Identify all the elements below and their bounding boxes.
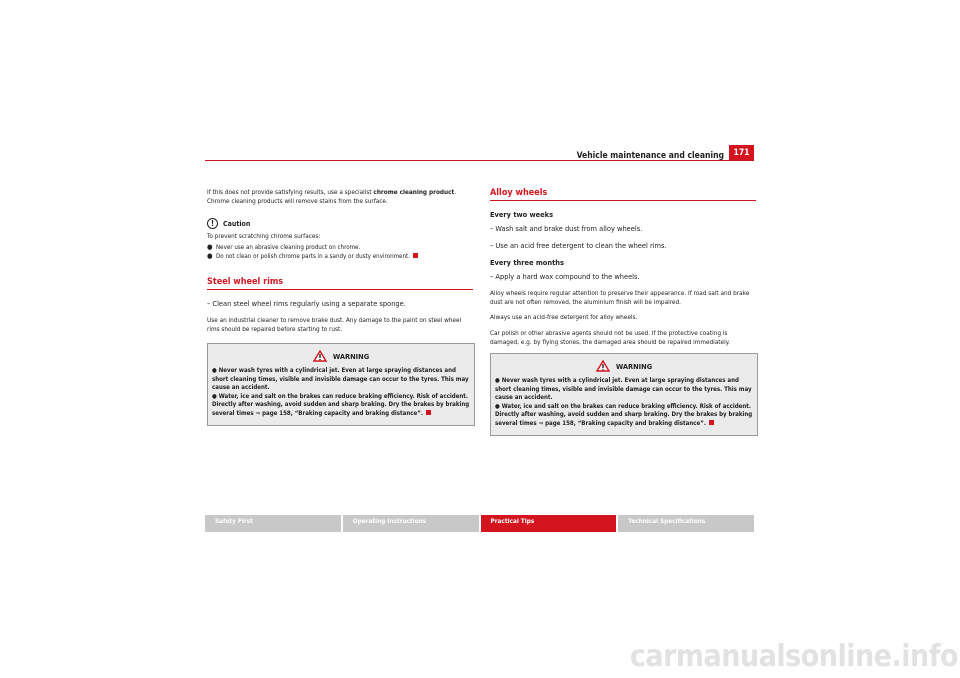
end-mark-icon [413, 253, 418, 258]
step-item: – Clean steel wheel rims regularly using a separate sponge. [207, 298, 406, 308]
warning-triangle-icon [313, 350, 327, 362]
page-number: 171 [729, 145, 754, 161]
tab-operating-instructions[interactable]: Operating Instructions [343, 515, 479, 532]
warning-triangle-icon [596, 360, 610, 372]
caution-bullet: ● Do not clean or polish chrome parts in a sandy or dusty environment. [207, 252, 473, 261]
body-paragraph: Alloy wheels require regular attention to preserve their appearance. If road salt and brake dust are not often removed, the aluminium finish will be impaired. [490, 289, 750, 307]
caution-heading: ! Caution [207, 218, 473, 229]
end-mark-icon [709, 420, 714, 425]
warning-item: ● Water, ice and salt on the brakes can reduce braking efficiency. Risk of accident. Directly after washing, avoid sudden and sharp braking. Dry the brakes by braking several times ⇒ page 158, “Braking capacity and braking distance”. [212, 392, 470, 417]
body-paragraph: Always use an acid-free detergent for alloy wheels. [490, 313, 638, 322]
step-item: – Use an acid free detergent to clean the wheel rims. [490, 241, 667, 250]
watermark: carmanualsonline.info [629, 639, 958, 674]
warning-heading: WARNING [495, 360, 753, 372]
step-item: – Apply a hard wax compound to the wheels. [490, 272, 640, 281]
tab-technical-specifications[interactable]: Technical Specifications [618, 515, 754, 532]
bullet-icon: ● [207, 242, 213, 251]
caution-icon: ! [207, 218, 218, 229]
intro-paragraph: If this does not provide satisfying results, use a specialist chrome cleaning product. Chrome cleaning products will remove stains from the surface. [207, 188, 457, 206]
warning-item: ● Water, ice and salt on the brakes can reduce braking efficiency. Risk of accident. Directly after washing, avoid sudden and sharp braking. Dry the brakes by braking several times ⇒ page 158, “Braking capacity and braking distance”. [495, 402, 753, 427]
right-column [490, 188, 756, 436]
section-title-steel: Steel wheel rims [207, 277, 473, 290]
warning-item: ● Never wash tyres with a cylindrical jet. Even at large spraying distances and short cleaning times, visible and invisible damage can occur to the tyres. This may cause an accident. [495, 377, 752, 402]
warning-box [490, 353, 758, 436]
page-title: Vehicle maintenance and cleaning [576, 151, 724, 161]
subheading: Every three months [490, 258, 564, 267]
warning-box [207, 343, 475, 426]
bullet-icon: ● [207, 251, 213, 260]
warning-heading: WARNING [212, 350, 470, 362]
left-column [207, 188, 473, 426]
step-item: – Wash salt and brake dust from alloy wheels. [490, 224, 643, 233]
section-title-alloy: Alloy wheels [490, 188, 756, 201]
arrow-icon: ⇒ [538, 419, 544, 427]
warning-item: ● Never wash tyres with a cylindrical jet. Even at large spraying distances and short cleaning times, visible and invisible damage can occur to the tyres. This may cause an accident. [212, 367, 469, 392]
footer-tabs [205, 515, 754, 532]
subheading: Every two weeks [490, 210, 554, 219]
caution-lead: To prevent scratching chrome surfaces: [207, 232, 321, 241]
body-paragraph: Use an industrial cleaner to remove brake dust. Any damage to the paint on steel wheel rims should be repaired before starting to rust. [207, 315, 462, 333]
page-reference-link[interactable]: page 158, “Braking capacity and braking distance”. [260, 409, 423, 417]
tab-safety-first[interactable]: Safety First [205, 515, 341, 532]
end-mark-icon [426, 410, 431, 415]
arrow-icon: ⇒ [255, 409, 261, 417]
tab-practical-tips[interactable]: Practical Tips [481, 515, 617, 532]
body-paragraph: Car polish or other abrasive agents should not be used. If the protective coating is damaged, e.g. by flying stones, the damaged area should be repaired immediately. [490, 328, 730, 346]
page-reference-link[interactable]: page 158, “Braking capacity and braking distance”. [543, 419, 706, 427]
caution-bullet: ● Never use an abrasive cleaning product on chrome. [207, 242, 361, 251]
